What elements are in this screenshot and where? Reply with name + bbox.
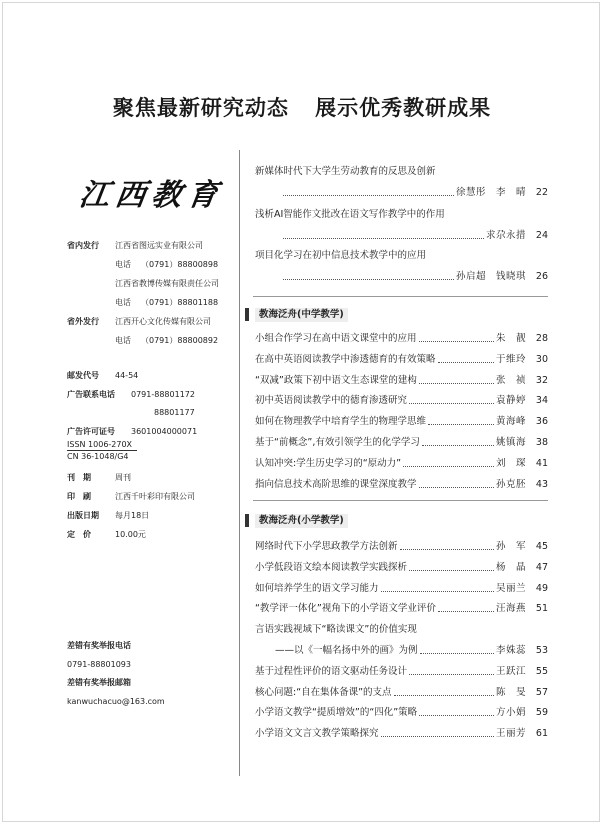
toc-page: 55	[535, 665, 548, 677]
toc-page: 36	[535, 416, 548, 428]
toc-entry[interactable]	[255, 623, 548, 636]
toc-page: 28	[535, 333, 548, 344]
ad-license: 3601004000071	[131, 427, 198, 436]
headline-right: 展示优秀教研成果	[315, 95, 492, 120]
toc-authors: 袁静婷	[495, 395, 526, 407]
toc-page: 57	[535, 686, 548, 698]
toc-page: 45	[535, 541, 548, 552]
report-email-label: 差错有奖举报邮箱	[67, 678, 131, 687]
leader-dots	[420, 653, 494, 654]
price: 10.00元	[115, 530, 146, 539]
toc-entry[interactable]	[255, 644, 548, 657]
report-phone-label: 差错有奖举报电话	[67, 641, 131, 650]
leader-dots	[438, 611, 494, 612]
cycle-label: 刊 期	[67, 473, 91, 482]
cycle: 周刊	[115, 473, 131, 482]
toc-title: 小组合作学习在高中语文课堂中的应用	[255, 333, 417, 344]
toc-entry[interactable]	[255, 582, 548, 595]
section-divider	[253, 500, 548, 501]
toc-page: 53	[535, 645, 548, 656]
toc-authors: 王丽芳	[495, 728, 526, 740]
phone-label-3: 电话	[115, 336, 131, 345]
toc-title: 小学低段语文绘本阅读教学实践探析	[255, 561, 408, 573]
section-title: 教海泛舟(小学教学)	[255, 514, 348, 528]
toc-title: 基于过程性评价的语文驱动任务设计	[255, 665, 408, 677]
toc-page: 51	[535, 603, 548, 615]
postal-label: 邮发代号	[67, 371, 99, 380]
toc-title: 基于“前概念”,有效引领学生的化学学习	[255, 437, 420, 448]
domestic-org2: 江西省教博传媒有限责任公司	[115, 279, 219, 288]
toc-title: 项目化学习在初中信息技术教学中的应用	[255, 250, 427, 261]
toc-page: 49	[535, 582, 548, 594]
leader-dots	[422, 445, 494, 446]
toc-entry[interactable]	[255, 727, 548, 740]
cn-number: CN 36-1048/G4	[67, 452, 129, 461]
toc-authors: 吴丽兰	[495, 582, 526, 594]
toc-entry[interactable]	[255, 394, 548, 407]
toc-page: 47	[535, 561, 548, 573]
toc-authors: 汪海燕	[495, 603, 526, 615]
toc-authors: 杨 晶	[495, 561, 526, 573]
toc-authors: 孙克胚	[495, 478, 526, 490]
toc-authors: 求尕永措	[485, 230, 526, 241]
leader-dots	[400, 549, 494, 550]
toc-authors: 黄海峰	[495, 416, 526, 428]
leader-dots	[409, 403, 494, 404]
toc-authors: 于维玲	[495, 353, 526, 365]
domestic-phone2: （0791）88801188	[141, 298, 219, 307]
toc-authors: 陈 旻	[495, 686, 526, 698]
toc-page: 30	[535, 353, 548, 365]
toc-entry[interactable]	[255, 165, 548, 199]
toc-page: 32	[535, 374, 548, 386]
ad-phone-label: 广告联系电话	[67, 390, 115, 399]
leader-dots	[283, 195, 454, 196]
toc-title: 浅析AI智能作文批改在语文写作教学中的作用	[255, 209, 445, 220]
toc-page: 61	[535, 728, 548, 740]
toc-authors: 王跃江	[495, 665, 526, 677]
toc-title: 新媒体时代下大学生劳动教育的反思及创新	[255, 166, 436, 177]
toc-title: 如何培养学生的语文学习能力	[255, 582, 379, 594]
toc-authors: 姚镇海	[495, 437, 526, 448]
domestic-phone1: （0791）88800898	[141, 260, 219, 269]
toc-page: 34	[535, 395, 548, 407]
toc-entry[interactable]	[255, 561, 548, 574]
issn: ISSN 1006-270X	[67, 439, 137, 451]
heading-bar	[245, 514, 249, 527]
phone-label-1: 电话	[115, 260, 131, 269]
section-heading-middle	[255, 308, 548, 322]
leader-dots	[394, 695, 494, 696]
printer-label: 印 刷	[67, 492, 91, 501]
toc-page: 26	[535, 271, 548, 282]
price-label: 定 价	[67, 530, 91, 539]
toc-entry[interactable]	[255, 478, 548, 491]
phone-label-2: 电话	[115, 298, 131, 307]
toc-entry[interactable]	[255, 208, 548, 242]
leader-dots	[428, 424, 494, 425]
toc-page: 43	[535, 478, 548, 490]
toc-title: 网络时代下小学思政教学方法创新	[255, 541, 398, 552]
magazine-logo: 江西教育	[77, 178, 226, 213]
toc-authors: 朱 靓	[495, 333, 526, 344]
toc-entry[interactable]	[255, 665, 548, 678]
toc-entry[interactable]	[255, 332, 548, 345]
section-heading-primary	[255, 514, 548, 528]
toc-authors: 刘 琛	[495, 457, 526, 469]
toc-authors: 张 祯	[495, 374, 526, 386]
section-title: 教海泛舟(中学教学)	[255, 308, 348, 322]
toc-title: ——以《一幅名扬中外的画》为例	[275, 645, 418, 656]
leader-dots	[419, 487, 494, 488]
leader-dots	[381, 591, 494, 592]
toc-entry[interactable]	[255, 436, 548, 449]
foreign-label: 省外发行	[67, 317, 99, 326]
toc-title: “教学评一体化”视角下的小学语文学业评价	[255, 603, 436, 615]
toc-title: “双减”政策下初中语文生态课堂的建构	[255, 374, 417, 386]
printer: 江西千叶彩印有限公司	[115, 492, 195, 501]
foreign-org: 江西开心文化传媒有限公司	[115, 317, 211, 326]
toc-title: 认知冲突:学生历史学习的“原动力”	[255, 457, 402, 469]
toc-title: 小学语文文言文教学策略探究	[255, 728, 379, 740]
toc-authors: 徐慧彤 李 晴	[455, 187, 526, 198]
toc-entry[interactable]	[255, 353, 548, 366]
date-label: 出版日期	[67, 511, 99, 520]
report-phone: 0791-88801093	[67, 660, 131, 669]
leader-dots	[419, 715, 494, 716]
page-headline	[0, 92, 604, 122]
toc-page: 41	[535, 457, 548, 469]
leader-dots	[403, 466, 494, 467]
domestic-org1: 江西省图远实业有限公司	[115, 241, 203, 250]
toc-title: 言语实践视域下“略读课文”的价值实现	[255, 624, 417, 636]
section-divider	[253, 296, 548, 297]
report-email: kanwuchacuo@163.com	[67, 697, 165, 706]
ad-phone1: 0791-88801172	[131, 390, 195, 399]
toc-title: 小学语文教学“提质增效”的“四化”策略	[255, 707, 418, 719]
toc-title: 指向信息技术高阶思维的课堂深度教学	[255, 478, 417, 490]
toc-entry[interactable]	[255, 686, 548, 699]
toc-entry[interactable]	[255, 374, 548, 387]
domestic-label: 省内发行	[67, 241, 99, 250]
toc-authors: 方小娟	[495, 707, 526, 719]
postal-code: 44-54	[115, 371, 139, 380]
toc-entry[interactable]	[255, 706, 548, 719]
leader-dots	[409, 674, 494, 675]
column-divider	[239, 150, 240, 776]
leader-dots	[419, 341, 494, 342]
leader-dots	[381, 736, 494, 737]
issn-block	[67, 439, 137, 462]
pub-date: 每月18日	[115, 511, 150, 520]
ad-license-label: 广告许可证号	[67, 427, 115, 436]
headline-left: 聚焦最新研究动态	[112, 95, 289, 120]
leader-dots	[438, 362, 494, 363]
toc-title: 核心问题:“自在集体备课”的支点	[255, 686, 392, 698]
toc-title: 如何在物理教学中培育学生的物理学思维	[255, 416, 427, 428]
toc-title: 在高中英语阅读教学中渗透德育的有效策略	[255, 353, 436, 365]
toc-page: 59	[535, 707, 548, 719]
toc-page: 38	[535, 437, 548, 448]
toc-entry[interactable]	[255, 457, 548, 470]
heading-bar	[245, 308, 249, 321]
ad-phone2: 88801177	[154, 408, 195, 417]
toc-entry[interactable]	[255, 602, 548, 615]
toc-entry[interactable]	[255, 249, 548, 283]
toc-authors: 孙启超 钱晓琪	[455, 271, 526, 282]
toc-authors: 李姝蕊	[495, 645, 526, 656]
toc-authors: 孙 军	[495, 541, 526, 552]
toc-page: 24	[535, 230, 548, 241]
foreign-phone: （0791）88800892	[141, 336, 219, 345]
toc-entry[interactable]	[255, 540, 548, 553]
toc-title: 初中英语阅读教学中的德育渗透研究	[255, 395, 408, 407]
toc-page: 22	[535, 187, 548, 198]
leader-dots	[409, 570, 494, 571]
leader-dots	[419, 383, 494, 384]
leader-dots	[283, 279, 454, 280]
leader-dots	[283, 238, 484, 239]
toc-entry[interactable]	[255, 415, 548, 428]
